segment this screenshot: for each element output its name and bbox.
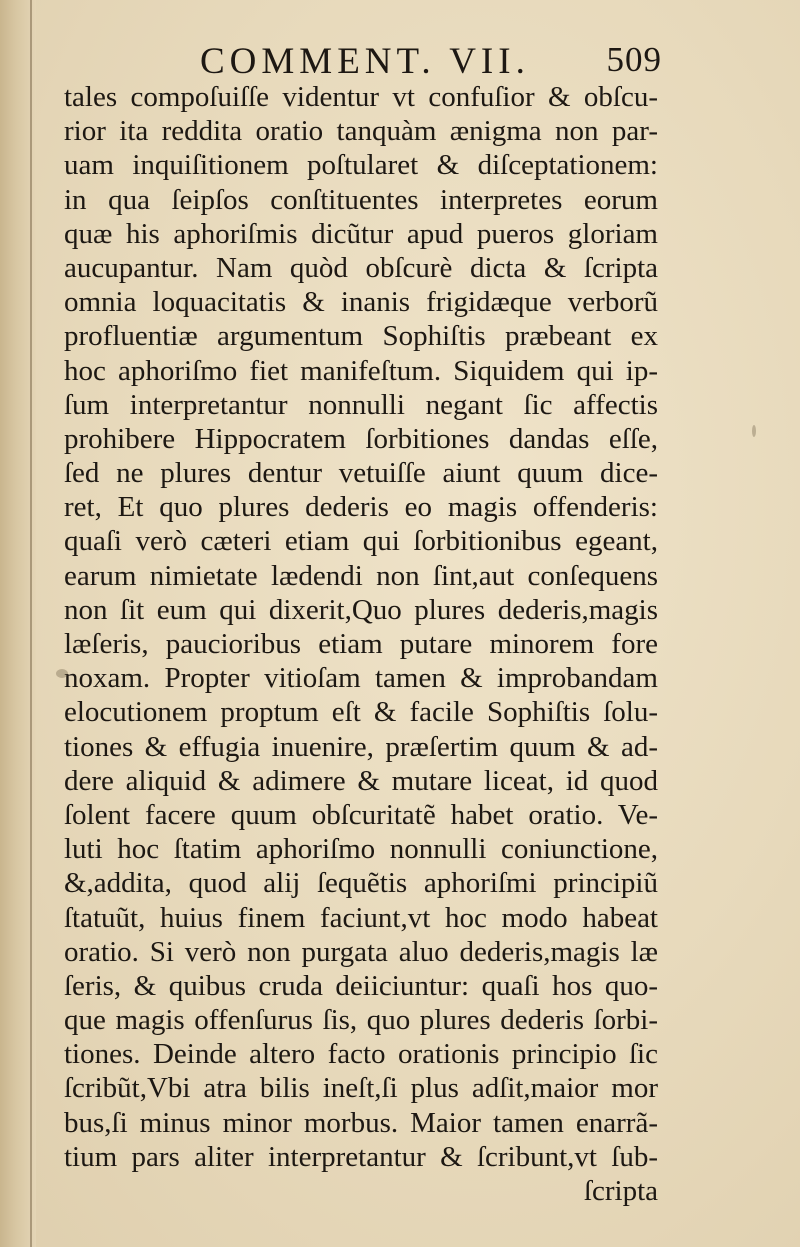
text-line: non ſit eum qui dixerit,Quo plures dederis,magis	[64, 593, 658, 626]
text-line: quaſi verò cæteri etiam qui ſorbitionibus egeant,	[64, 525, 658, 558]
text-line: ret, Et quo plures dederis eo magis offenderis:	[64, 491, 658, 524]
text-line: læſeris, paucioribus etiam putare minorem fore	[64, 628, 658, 660]
text-line: rior ita reddita oratio tanquàm ænigma non par-	[64, 115, 658, 148]
text-line: uam inquiſitionem poſtularet & diſceptationem:	[64, 149, 658, 182]
text-line: elocutionem proptum eſt & facile Sophiſtis ſolu-	[64, 696, 658, 729]
text-line: aucupantur. Nam quòd obſcurè dicta & ſcripta	[64, 251, 658, 284]
text-line: tiones. Deinde altero facto orationis principio ſic	[64, 1038, 658, 1071]
text-line: tales compoſuiſſe videntur vt confuſior & obſcu-	[64, 81, 658, 113]
text-line: &,addita, quod alij ſequẽtis aphoriſmi principiũ	[64, 867, 658, 900]
text-line: luti hoc ſtatim aphoriſmo nonnulli coniunctione,	[64, 833, 658, 866]
page-number: 509	[606, 40, 662, 79]
text-line: que magis offenſurus ſis, quo plures dederis ſorbi-	[64, 1004, 658, 1037]
running-title: COMMENT. VII.	[200, 41, 530, 82]
text-line: omnia loquacitatis & inanis frigidæque verborũ	[64, 286, 658, 319]
text-line: ſolent facere quum obſcuritatẽ habet oratio. Ve-	[64, 798, 658, 831]
text-line: in qua ſeipſos conſtituentes interpretes eorum	[64, 183, 658, 216]
text-line: ſum interpretantur nonnulli negant ſic affectis	[64, 388, 658, 421]
paper-speck	[752, 425, 756, 437]
text-line: profluentiæ argumentum Sophiſtis præbeant ex	[64, 320, 658, 353]
text-line: hoc aphoriſmo fiet manifeſtum. Siquidem qui ip-	[64, 354, 658, 387]
text-line: dere aliquid & adimere & mutare liceat, id quod	[64, 764, 658, 797]
text-line: ſcribũt,Vbi atra bilis ineſt,ſi plus adſit,maior mor	[64, 1072, 658, 1105]
text-line: ſcripta	[583, 1175, 658, 1207]
text-line: noxam. Propter vitioſam tamen & improbandam	[64, 662, 658, 695]
text-line: quæ his aphoriſmis dicũtur apud pueros gloriam	[64, 217, 658, 250]
text-line: oratio. Si verò non purgata aluo dederis,magis læ	[64, 935, 658, 968]
text-line: bus,ſi minus minor morbus. Maior tamen enarrã-	[64, 1106, 658, 1139]
text-line: tiones & effugia inuenire, præſertim quum & ad-	[64, 730, 658, 763]
text-line: prohibere Hippocratem ſorbitiones dandas eſſe,	[64, 422, 658, 455]
text-line: earum nimietate lædendi non ſint,aut conſequens	[64, 559, 658, 592]
body-text	[64, 80, 658, 1208]
text-line: ſed ne plures dentur vetuiſſe aiunt quum dice-	[64, 457, 658, 490]
text-line: ſeris, & quibus cruda deiiciuntur: quaſi hos quo-	[64, 969, 658, 1002]
page-binding-fold	[30, 0, 32, 1247]
text-line: ſtatuũt, huius finem faciunt,vt hoc modo habeat	[64, 901, 658, 934]
text-line: tium pars aliter interpretantur & ſcribunt,vt ſub-	[64, 1140, 658, 1173]
ink-blot	[56, 669, 68, 678]
